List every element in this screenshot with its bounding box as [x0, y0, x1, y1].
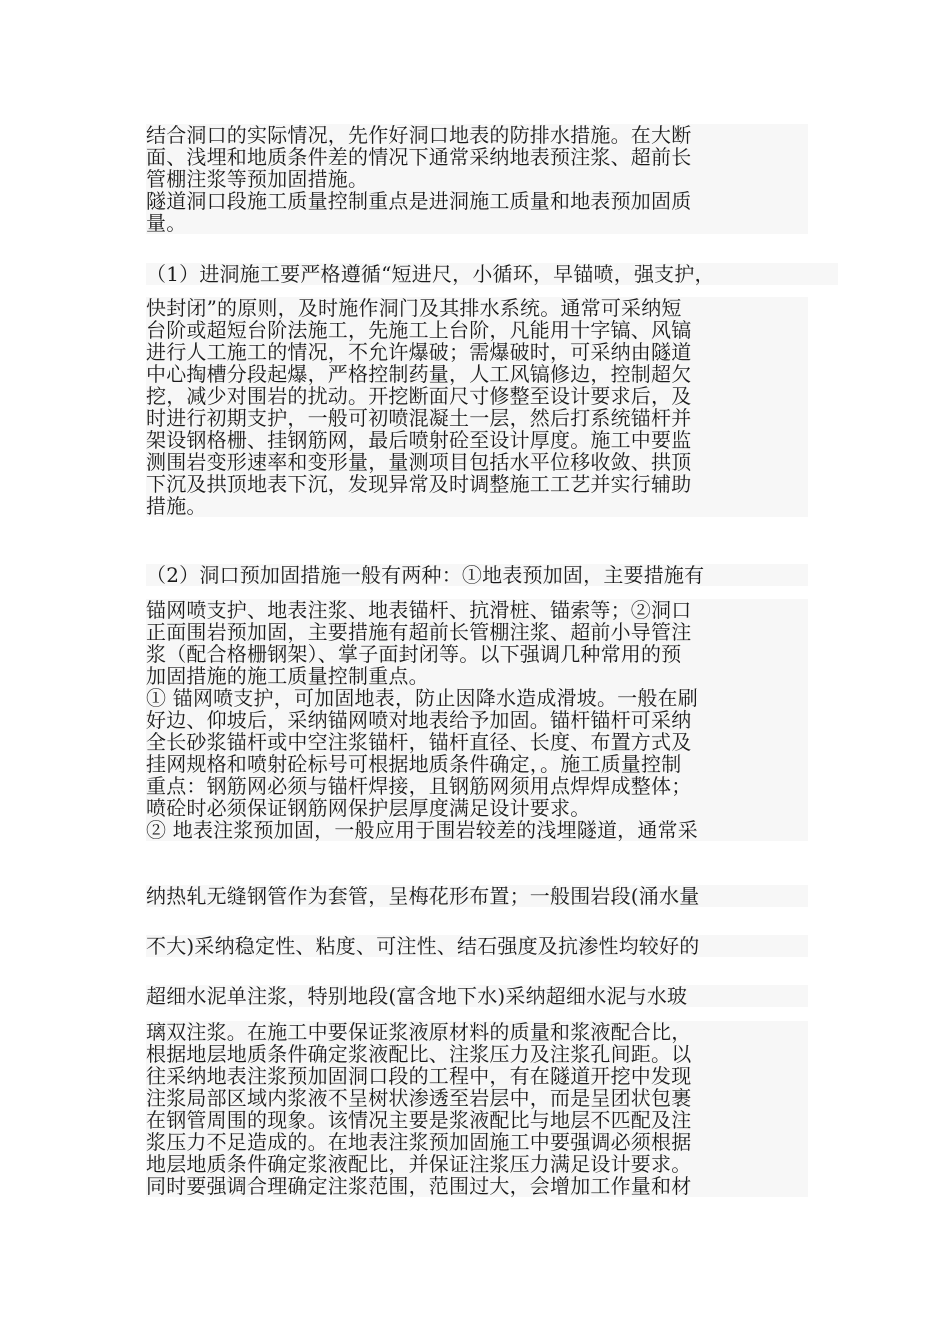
paragraph-line-c: 超细水泥单注浆，特别地段(富含地下水)采纳超细水泥与水玻 [146, 985, 808, 1007]
paragraph-heading-1: （1）进洞施工要严格遵循“短进尺，小循环，早锚喷，强支护， [146, 263, 838, 285]
paragraph-line-a: 纳热轧无缝钢管作为套管，呈梅花形布置；一般围岩段(涌水量 [146, 885, 808, 907]
paragraph-section-2: 锚网喷支护、地表注浆、地表锚杆、抗滑桩、锚索等；②洞口 正面围岩预加固，主要措施有超前长管棚注浆、超前小导管注 浆（配合格栅钢架）、掌子面封闭等。以下强调几种常用的预 加固措施的施工质量控制重点。 ① 锚网喷支护，可加固地表，防止因降水造成滑坡。一般在刷 好边、仰坡后，采纳锚网喷对地表给予加固。锚杆锚杆可采纳 全长砂浆锚杆或中空注浆锚杆，锚杆直径、长度、布置方式及 挂网规格和喷射砼标号可根据地质条件确定，。施工质量控制 重点：钢筋网必须与锚杆焊接，且钢筋网须用点焊焊成整体； 喷砼时必须保证钢筋网保护层厚度满足设计要求。 ② 地表注浆预加固，一般应用于围岩较差的浅埋隧道，通常采 [146, 599, 808, 841]
paragraph-section-1: 快封闭”的原则，及时施作洞门及其排水系统。通常可采纳短 台阶或超短台阶法施工，先施工上台阶，凡能用十字镐、风镐 进行人工施工的情况，不允许爆破；需爆破时，可采纳由隧道 中心掏槽分段起爆，严格控制药量，人工风镐修边，控制超欠 挖，减少对围岩的扰动。开挖断面尺寸修整至设计要求后，及 时进行初期支护，一般可初喷混凝土一层，然后打系统锚杆并 架设钢格栅、挂钢筋网，最后喷射砼至设计厚度。施工中要监 测围岩变形速率和变形量，量测项目包括水平位移收敛、拱顶 下沉及拱顶地表下沉，发现异常及时调整施工工艺并实行辅助 措施。 [146, 297, 808, 517]
paragraph-section-3: 璃双注浆。在施工中要保证浆液原材料的质量和浆液配合比， 根据地层地质条件确定浆液配比、注浆压力及注浆孔间距。以 往采纳地表注浆预加固洞口段的工程中，有在隧道开挖中发现 注浆局部区域内浆液不呈树状渗透至岩层中，而是呈团状包裹 在钢管周围的现象。该情况主要是浆液配比与地层不匹配及注 浆压力不足造成的。在地表注浆预加固施工中要强调必须根据 地层地质条件确定浆液配比，并保证注浆压力满足设计要求。 同时要强调合理确定注浆范围，范围过大，会增加工作量和材 [146, 1021, 808, 1197]
paragraph-intro: 结合洞口的实际情况，先作好洞口地表的防排水措施。在大断 面、浅埋和地质条件差的情况下通常采纳地表预注浆、超前长 管棚注浆等预加固措施。 隧道洞口段施工质量控制重点是进洞施工质量和地表预加固质 量。 [146, 124, 808, 234]
paragraph-line-b: 不大)采纳稳定性、粘度、可注性、结石强度及抗渗性均较好的 [146, 935, 808, 957]
paragraph-heading-2: （2）洞口预加固措施一般有两种：①地表预加固，主要措施有 [146, 564, 808, 586]
